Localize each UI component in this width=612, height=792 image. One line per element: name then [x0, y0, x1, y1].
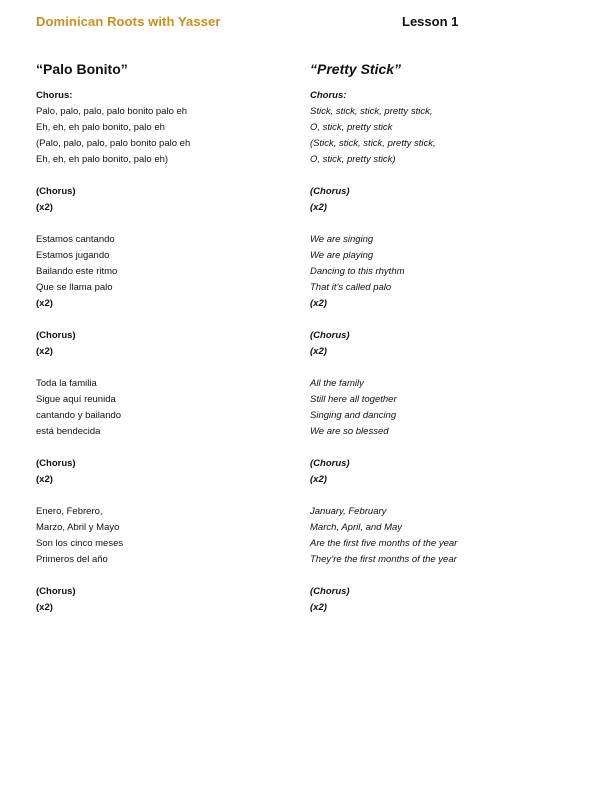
spanish-verse-2 [36, 376, 296, 440]
spanish-chorus-block [36, 88, 296, 168]
spanish-repeat-block [36, 184, 296, 216]
spanish-chorus-line: Eh, eh, eh palo bonito, palo eh) [36, 154, 169, 165]
spanish-chorus-line: Palo, palo, palo, palo bonito palo eh [36, 106, 188, 117]
english-verse-line: All the family [310, 378, 364, 389]
english-song-title: “Pretty Stick” [310, 61, 402, 77]
english-chorus-line: O, stick, pretty stick [310, 122, 393, 133]
spanish-verse-line: está bendecida [36, 426, 101, 437]
spanish-repeat-x2: (x2) [36, 202, 53, 213]
english-repeat-x2: (x2) [310, 202, 327, 213]
english-repeat-chorus: (Chorus) [310, 186, 350, 197]
english-verse-line: Singing and dancing [310, 410, 397, 421]
spanish-repeat-block [36, 584, 296, 616]
spanish-repeat-chorus: (Chorus) [36, 458, 76, 469]
english-repeat-block [310, 584, 570, 616]
spanish-verse-x2: (x2) [36, 298, 53, 309]
english-chorus-line: (Stick, stick, stick, pretty stick, [310, 138, 436, 149]
english-repeat-chorus: (Chorus) [310, 586, 350, 597]
english-verse-line: We are so blessed [310, 426, 389, 437]
english-repeat-block [310, 328, 570, 360]
spanish-repeat-block [36, 328, 296, 360]
spanish-verse-line: Estamos cantando [36, 234, 115, 245]
spanish-verse-line: Sigue aquí reunida [36, 394, 116, 405]
spanish-repeat-x2: (x2) [36, 346, 53, 357]
english-verse-x2: (x2) [310, 298, 327, 309]
spanish-repeat-chorus: (Chorus) [36, 186, 76, 197]
english-chorus-label: Chorus: [310, 90, 347, 101]
spanish-verse-line: Enero, Febrero, [36, 506, 103, 517]
english-verse-line: We are singing [310, 234, 374, 245]
spanish-repeat-x2: (x2) [36, 474, 53, 485]
spanish-verse-line: cantando y bailando [36, 410, 122, 421]
english-verse-line: January, February [310, 506, 387, 517]
english-verse-line: That it’s called palo [310, 282, 392, 293]
english-repeat-block [310, 184, 570, 216]
english-verse-3 [310, 504, 570, 568]
spanish-repeat-block [36, 456, 296, 488]
spanish-verse-line: Que se llama palo [36, 282, 113, 293]
english-chorus-line: O, stick, pretty stick) [310, 154, 396, 165]
english-verse-line: Still here all together [310, 394, 397, 405]
spanish-chorus-label: Chorus: [36, 90, 73, 101]
english-repeat-block [310, 456, 570, 488]
spanish-verse-line: Marzo, Abril y Mayo [36, 522, 120, 533]
english-verse-line: March, April, and May [310, 522, 403, 533]
english-repeat-chorus: (Chorus) [310, 330, 350, 341]
spanish-verse-3 [36, 504, 296, 568]
english-repeat-x2: (x2) [310, 474, 327, 485]
brand-title: Dominican Roots with Yasser [36, 14, 221, 29]
spanish-verse-1 [36, 232, 296, 312]
spanish-lyrics-column [36, 60, 296, 632]
english-repeat-x2: (x2) [310, 346, 327, 357]
english-chorus-block [310, 88, 570, 168]
lesson-label: Lesson 1 [402, 14, 459, 29]
english-repeat-x2: (x2) [310, 602, 327, 613]
spanish-repeat-x2: (x2) [36, 602, 53, 613]
english-verse-line: They’re the first months of the year [310, 554, 457, 565]
english-verse-1 [310, 232, 570, 312]
english-verse-line: Dancing to this rhythm [310, 266, 405, 277]
spanish-repeat-chorus: (Chorus) [36, 586, 76, 597]
english-repeat-chorus: (Chorus) [310, 458, 350, 469]
spanish-verse-line: Bailando este ritmo [36, 266, 118, 277]
english-verse-line: We are playing [310, 250, 374, 261]
spanish-chorus-line: (Palo, palo, palo, palo bonito palo eh [36, 138, 191, 149]
english-verse-2 [310, 376, 570, 440]
spanish-verse-line: Son los cinco meses [36, 538, 124, 549]
english-lyrics-column [310, 60, 570, 632]
english-chorus-line: Stick, stick, stick, pretty stick, [310, 106, 433, 117]
spanish-repeat-chorus: (Chorus) [36, 330, 76, 341]
spanish-verse-line: Toda la familia [36, 378, 97, 389]
english-verse-line: Are the first five months of the year [310, 538, 458, 549]
spanish-verse-line: Estamos jugando [36, 250, 110, 261]
spanish-chorus-line: Eh, eh, eh palo bonito, palo eh [36, 122, 165, 133]
spanish-verse-line: Primeros del año [36, 554, 108, 565]
spanish-song-title: “Palo Bonito” [36, 61, 128, 77]
